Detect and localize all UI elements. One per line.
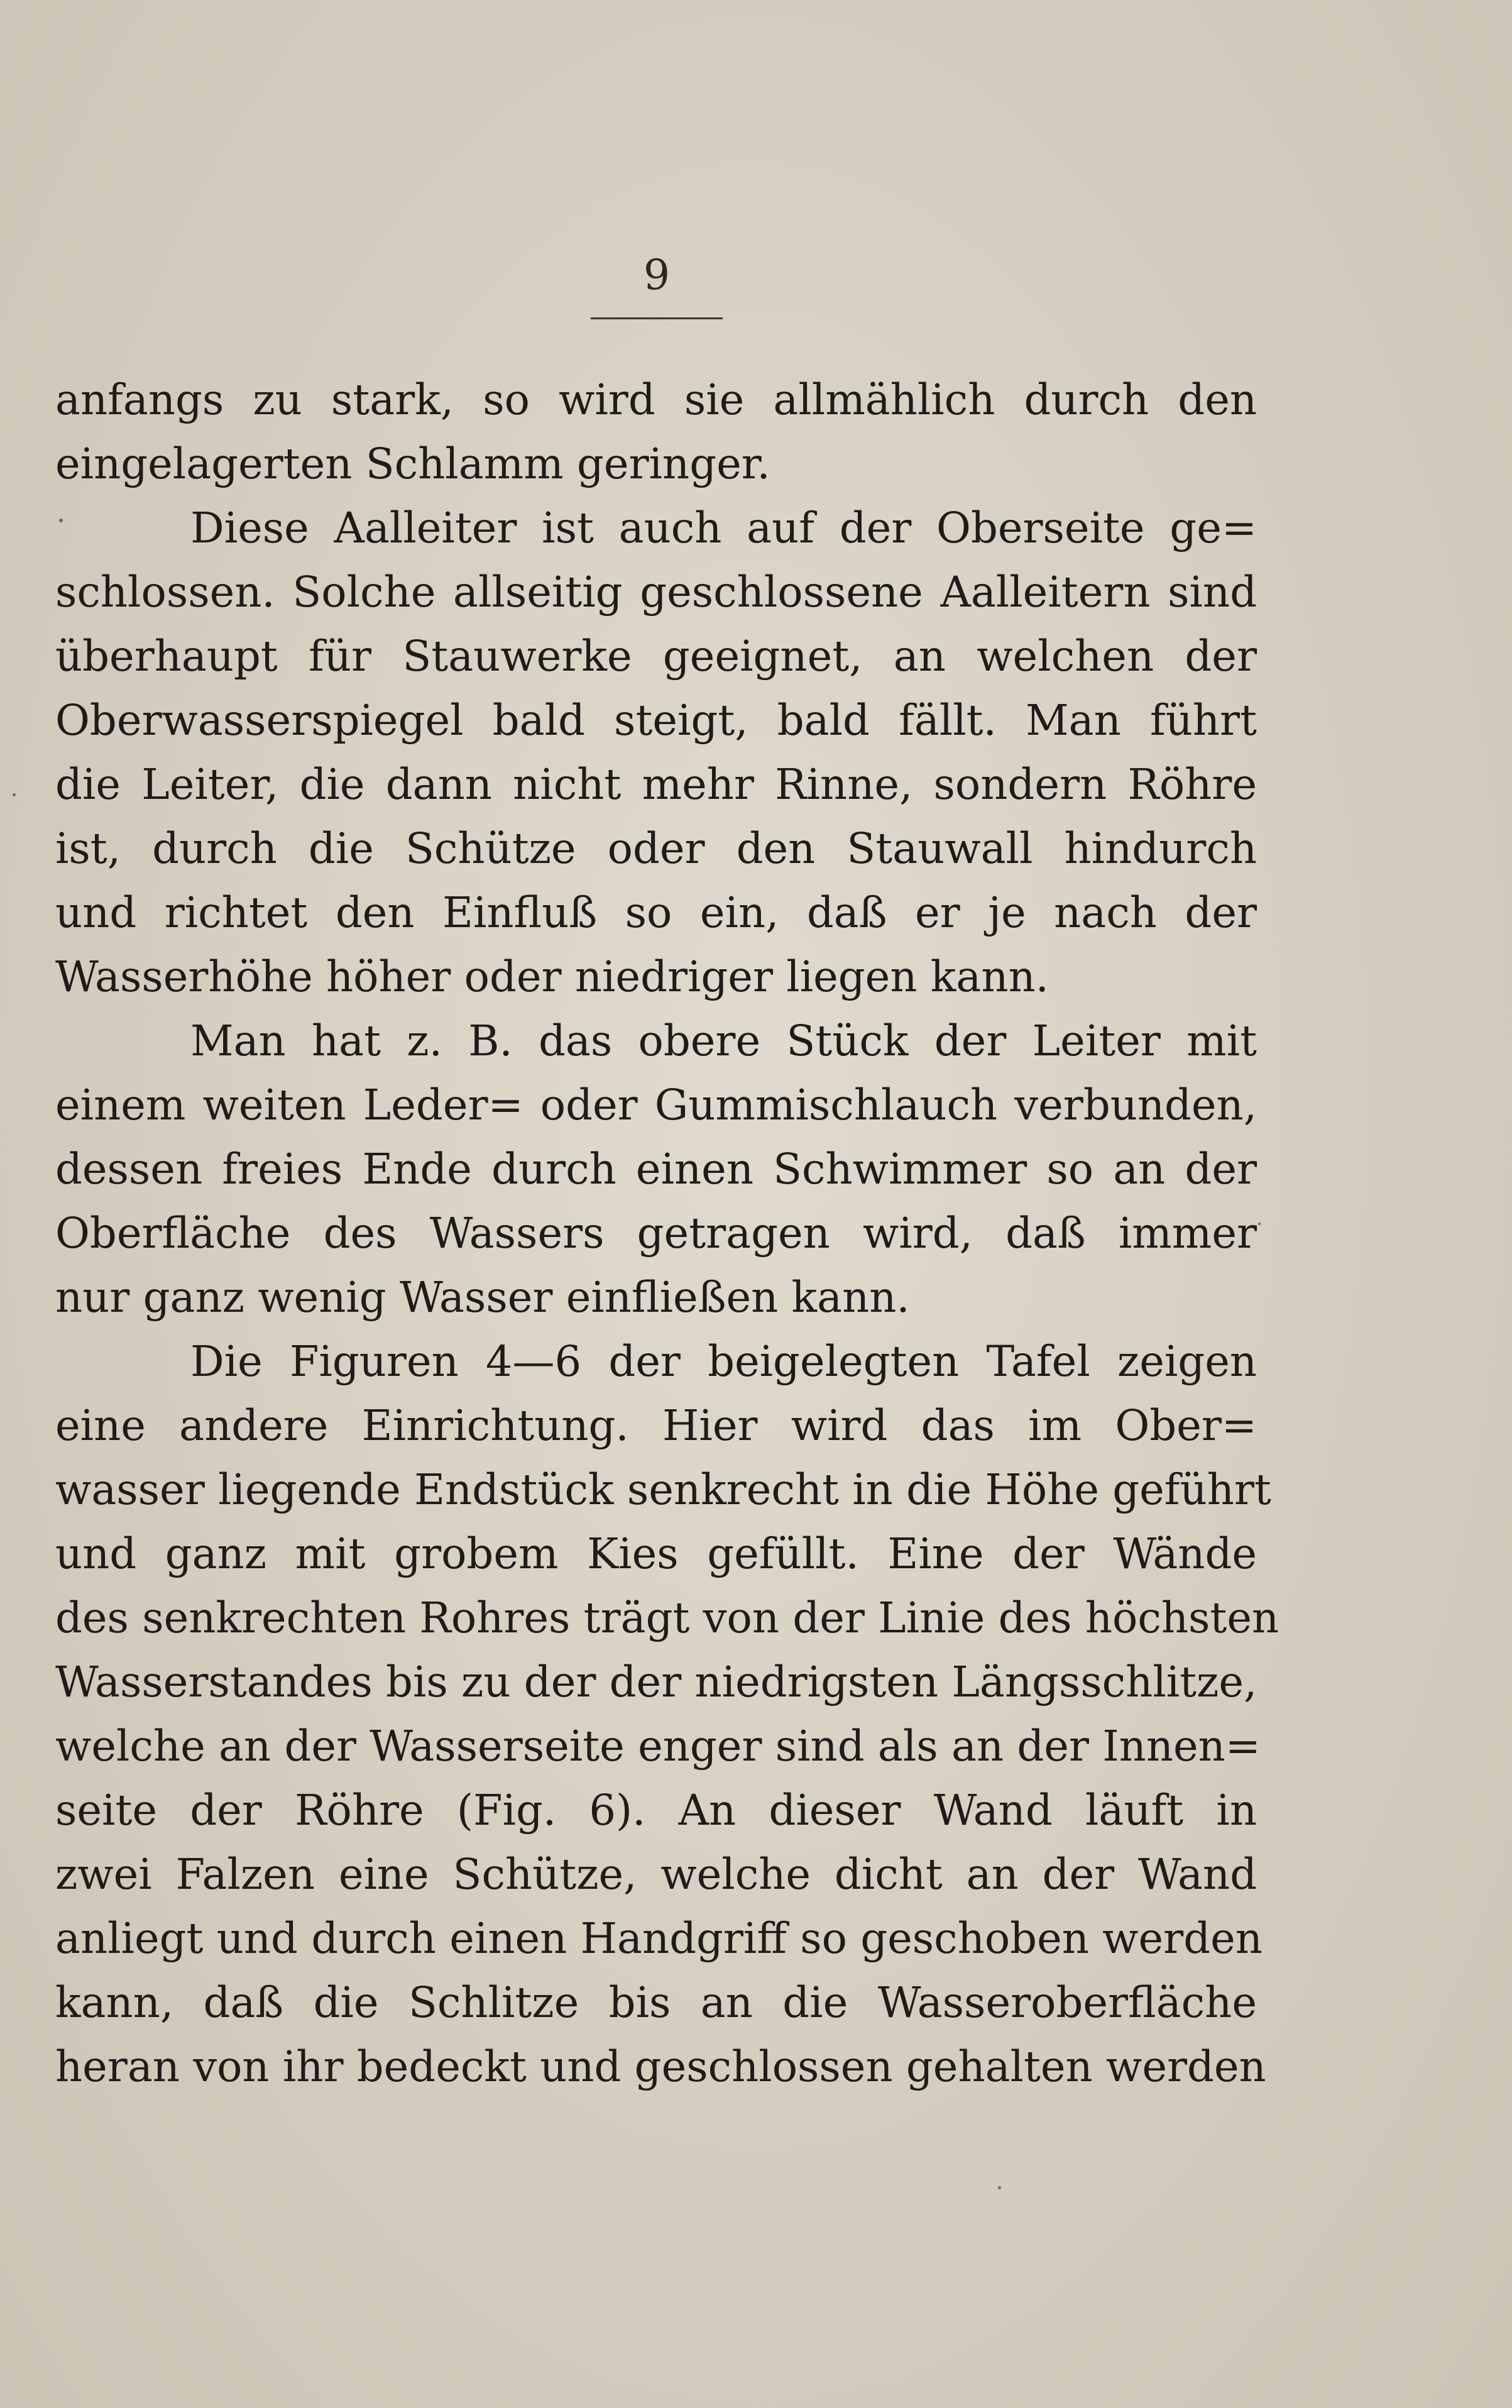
text-line: anfangs zu stark, so wird sie allmählich durch den (55, 375, 1257, 424)
text-line: welche an der Wasserseite enger sind als an der Innen= (55, 1722, 1261, 1771)
text-line: heran von ihr bedeckt und geschlossen gehalten werden (55, 2042, 1266, 2091)
text-line: dessen freies Ende durch einen Schwimmer so an der (55, 1145, 1257, 1194)
text-line: Wasserstandes bis zu der der niedrigsten Längsschlitze, (55, 1658, 1257, 1707)
text-line: eine andere Einrichtung. Hier wird das im Ober= (55, 1401, 1257, 1450)
text-line: Die Figuren 4—6 der beigelegten Tafel zeigen (190, 1337, 1257, 1386)
text-line: kann, daß die Schlitze bis an die Wasseroberfläche (55, 1978, 1257, 2027)
text-line: wasser liegende Endstück senkrecht in die Höhe geführt (55, 1465, 1271, 1514)
text-line: Diese Aalleiter ist auch auf der Oberseite ge= (190, 503, 1257, 553)
paper-speck (1258, 1223, 1261, 1225)
text-line: und ganz mit grobem Kies gefüllt. Eine der Wände (55, 1529, 1257, 1578)
page-number-rule (591, 317, 723, 319)
text-line: eingelagerten Schlamm geringer. (55, 439, 770, 488)
paper-speck (13, 793, 16, 796)
text-line: nur ganz wenig Wasser einfließen kann. (55, 1273, 910, 1322)
text-line: anliegt und durch einen Handgriff so geschoben werden (55, 1914, 1263, 1963)
paper-speck (59, 519, 63, 522)
text-line: seite der Röhre (Fig. 6). An dieser Wand läuft in (55, 1786, 1257, 1835)
text-line: schlossen. Solche allseitig geschlossene Aalleitern sind (55, 568, 1257, 617)
text-line: einem weiten Leder= oder Gummischlauch verbunden, (55, 1080, 1257, 1130)
text-line: des senkrechten Rohres trägt von der Linie des höchsten (55, 1593, 1279, 1642)
text-line: Man hat z. B. das obere Stück der Leiter mit (190, 1016, 1257, 1065)
text-line: ist, durch die Schütze oder den Stauwall hindurch (55, 824, 1257, 873)
paper-speck (998, 2186, 1001, 2189)
text-line: Wasserhöhe höher oder niedriger liegen kann. (55, 952, 1049, 1001)
text-line: Oberwasserspiegel bald steigt, bald fällt. Man führt (55, 696, 1257, 745)
text-line: die Leiter, die dann nicht mehr Rinne, sondern Röhre (55, 760, 1257, 809)
page-number: 9 (644, 251, 670, 299)
text-line: zwei Falzen eine Schütze, welche dicht an der Wand (55, 1850, 1257, 1899)
text-line: Oberfläche des Wassers getragen wird, daß immer (55, 1209, 1257, 1258)
text-line: und richtet den Einfluß so ein, daß er je nach der (55, 888, 1257, 937)
text-line: überhaupt für Stauwerke geeignet, an welchen der (55, 632, 1257, 681)
